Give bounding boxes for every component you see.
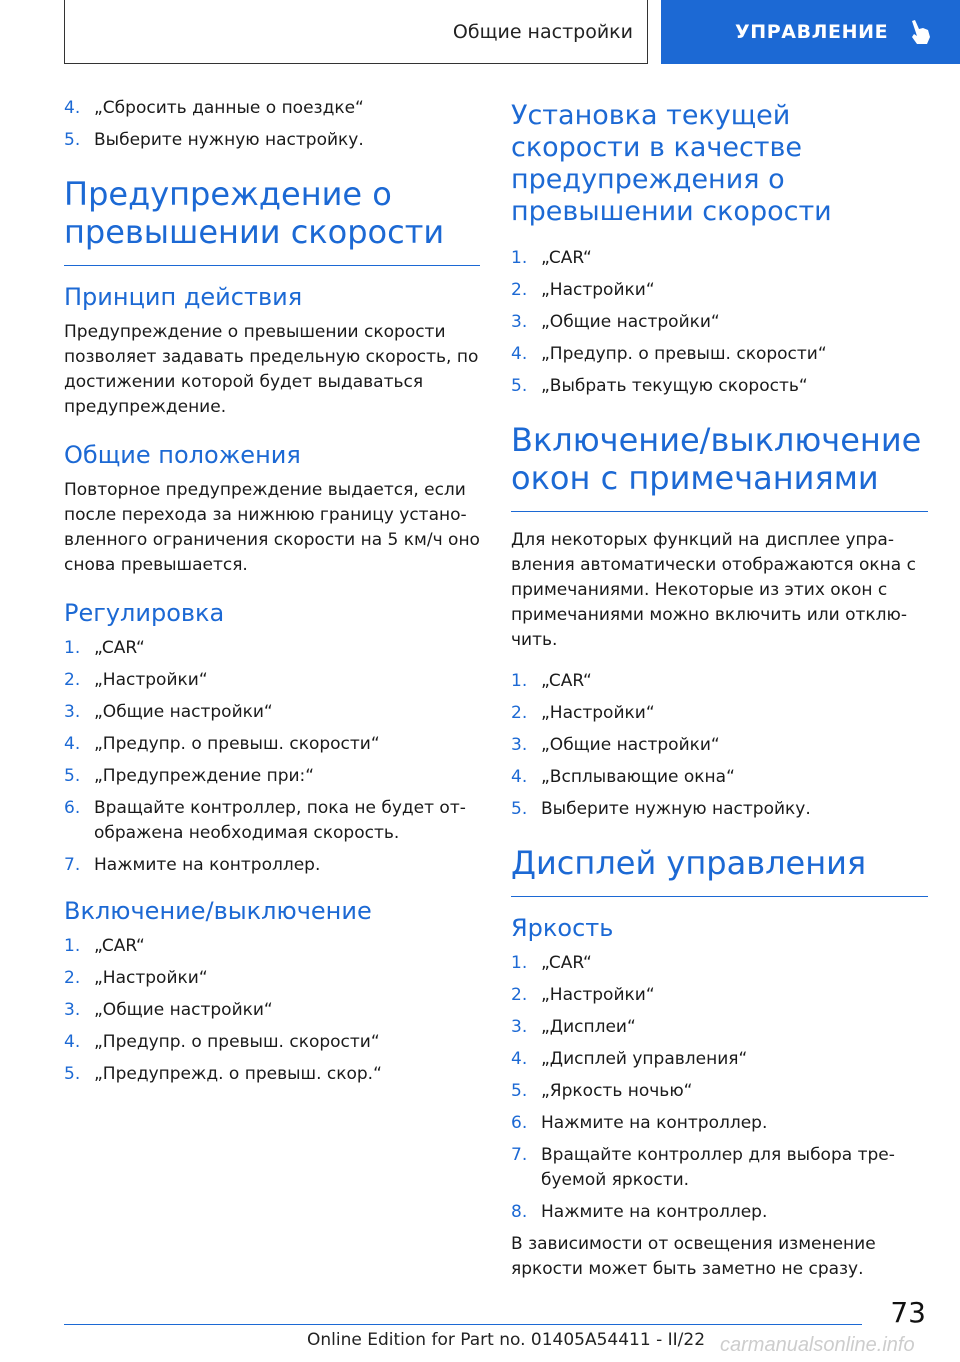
list-item bbox=[64, 934, 480, 959]
list-number: 7. bbox=[511, 1145, 528, 1165]
list-text: „Общие настройки“ bbox=[541, 312, 720, 332]
list-text: Вращайте контроллер для выбора требуемой яркости. bbox=[541, 1145, 895, 1190]
list-number: 4. bbox=[511, 1049, 528, 1069]
list-number: 4. bbox=[64, 98, 81, 118]
list-item bbox=[64, 796, 480, 846]
list-text: „Предупреждение при:“ bbox=[94, 766, 315, 786]
list-text: Выберите нужную настройку. bbox=[94, 130, 364, 150]
list-item bbox=[511, 1079, 928, 1104]
list-item bbox=[511, 797, 928, 822]
list-item bbox=[511, 1143, 928, 1193]
list-text: „Предупр. о превыш. скорости“ bbox=[541, 344, 827, 364]
list-text: „CAR“ bbox=[541, 248, 592, 268]
list-number: 5. bbox=[64, 1064, 81, 1084]
list-item bbox=[511, 765, 928, 790]
list-text: „Предупрежд. о превыш. скор.“ bbox=[94, 1064, 382, 1084]
subsection-title-principle: Принцип действия bbox=[64, 283, 303, 311]
list-number: 4. bbox=[64, 734, 81, 754]
list-text: Нажмите на контроллер. bbox=[541, 1202, 768, 1222]
brightness-list bbox=[511, 951, 928, 1225]
list-number: 1. bbox=[511, 953, 528, 973]
list-number: 5. bbox=[64, 130, 81, 150]
list-number: 7. bbox=[64, 855, 81, 875]
list-number: 3. bbox=[64, 702, 81, 722]
list-number: 1. bbox=[64, 638, 81, 658]
subsection-title-onoff: Включение/выключение bbox=[64, 897, 372, 925]
list-item bbox=[64, 764, 480, 789]
list-item bbox=[511, 310, 928, 335]
subsection-title-brightness: Яркость bbox=[511, 914, 614, 942]
list-text: „Настройки“ bbox=[541, 703, 655, 723]
section-title-speed-warning: Предупреждение о превышении скорости bbox=[64, 175, 480, 266]
list-number: 4. bbox=[511, 767, 528, 787]
list-number: 2. bbox=[511, 703, 528, 723]
list-item bbox=[64, 128, 480, 153]
right-column bbox=[511, 96, 928, 1282]
list-item bbox=[64, 668, 480, 693]
header-active-section bbox=[661, 0, 960, 64]
list-item bbox=[511, 733, 928, 758]
popup-windows-text: Для некоторых функций на дисплее управления автоматически отображаются окна с примечаниями. Некоторые из этих окон с примечаниями можно включить или отключить. bbox=[511, 530, 916, 650]
list-item bbox=[64, 1030, 480, 1055]
list-text: Нажмите на контроллер. bbox=[541, 1113, 768, 1133]
list-number: 6. bbox=[511, 1113, 528, 1133]
list-number: 2. bbox=[511, 985, 528, 1005]
list-number: 2. bbox=[64, 968, 81, 988]
list-text: Выберите нужную настройку. bbox=[541, 799, 811, 819]
list-number: 2. bbox=[511, 280, 528, 300]
list-number: 3. bbox=[64, 1000, 81, 1020]
list-text: „Настройки“ bbox=[541, 280, 655, 300]
list-number: 3. bbox=[511, 312, 528, 332]
subsection-title-adjust: Регулировка bbox=[64, 599, 225, 627]
list-text: „Дисплей управления“ bbox=[541, 1049, 748, 1069]
list-number: 8. bbox=[511, 1202, 528, 1222]
list-number: 4. bbox=[511, 344, 528, 364]
list-item bbox=[511, 701, 928, 726]
intro-list bbox=[64, 96, 480, 153]
header-section-label: Общие настройки bbox=[452, 20, 633, 43]
list-number: 5. bbox=[511, 376, 528, 396]
list-number: 1. bbox=[511, 248, 528, 268]
header-section-tab bbox=[64, 0, 648, 64]
section-title-control-display: Дисплей управления bbox=[511, 844, 928, 897]
list-number: 5. bbox=[511, 1081, 528, 1101]
list-number: 5. bbox=[64, 766, 81, 786]
list-number: 1. bbox=[64, 936, 81, 956]
list-item bbox=[511, 246, 928, 271]
pointing-hand-icon bbox=[908, 19, 932, 45]
list-text: „Выбрать текущую скорость“ bbox=[541, 376, 808, 396]
list-text: „Предупр. о превыш. скорости“ bbox=[94, 1032, 380, 1052]
list-item bbox=[511, 983, 928, 1008]
list-item bbox=[64, 96, 480, 121]
list-item bbox=[511, 278, 928, 303]
list-item bbox=[511, 374, 928, 399]
list-number: 3. bbox=[511, 735, 528, 755]
list-item bbox=[64, 853, 480, 878]
footer-divider bbox=[64, 1324, 862, 1325]
header-active-label: УПРАВЛЕНИЕ bbox=[735, 21, 889, 43]
list-item bbox=[511, 951, 928, 976]
list-text: „Всплывающие окна“ bbox=[541, 767, 735, 787]
list-text: „CAR“ bbox=[94, 936, 145, 956]
list-item bbox=[511, 342, 928, 367]
list-item bbox=[511, 1015, 928, 1040]
list-text: „Дисплеи“ bbox=[541, 1017, 636, 1037]
list-item bbox=[511, 669, 928, 694]
list-text: Нажмите на контроллер. bbox=[94, 855, 321, 875]
list-text: „Настройки“ bbox=[94, 670, 208, 690]
list-item bbox=[511, 1047, 928, 1072]
adjust-list bbox=[64, 636, 480, 878]
list-item bbox=[511, 1200, 928, 1225]
list-number: 2. bbox=[64, 670, 81, 690]
left-column bbox=[64, 96, 480, 1094]
list-item bbox=[64, 966, 480, 991]
section-title-current-speed: Установка текущей скорости в качестве предупреждения о превышении скорости bbox=[511, 100, 832, 227]
list-text: „Общие настройки“ bbox=[541, 735, 720, 755]
list-item bbox=[64, 732, 480, 757]
subsection-title-general: Общие положения bbox=[64, 441, 301, 469]
principle-text: Предупреждение о превышении скорости позволяет задавать предельную скорость, по достижении которой будет выдаваться предупреждение. bbox=[64, 322, 479, 417]
list-item bbox=[64, 700, 480, 725]
list-text: „Яркость ночью“ bbox=[541, 1081, 693, 1101]
list-number: 4. bbox=[64, 1032, 81, 1052]
list-text: „Предупр. о превыш. скорости“ bbox=[94, 734, 380, 754]
list-number: 1. bbox=[511, 671, 528, 691]
section-title-popup-windows: Включение/выключение окон с примечаниями bbox=[511, 421, 928, 512]
list-number: 5. bbox=[511, 799, 528, 819]
list-text: Вращайте контроллер, пока не будет отображена необходимая скорость. bbox=[94, 798, 466, 843]
list-text: „Общие настройки“ bbox=[94, 1000, 273, 1020]
list-item bbox=[64, 1062, 480, 1087]
list-text: „Настройки“ bbox=[94, 968, 208, 988]
onoff-list bbox=[64, 934, 480, 1087]
list-number: 3. bbox=[511, 1017, 528, 1037]
list-text: „Настройки“ bbox=[541, 985, 655, 1005]
list-text: „CAR“ bbox=[541, 671, 592, 691]
brightness-note: В зависимости от освещения изменение яркости может быть заметно не сразу. bbox=[511, 1234, 876, 1279]
list-text: „Общие настройки“ bbox=[94, 702, 273, 722]
list-text: „CAR“ bbox=[541, 953, 592, 973]
popup-windows-list bbox=[511, 669, 928, 822]
edition-text: Online Edition for Part no. 01405A54411 - II/22 bbox=[307, 1330, 706, 1350]
list-text: „CAR“ bbox=[94, 638, 145, 658]
general-text: Повторное предупреждение выдается, если после перехода за нижнюю границу установленного ограничения скорости на 5 км/ч оно снова превышается. bbox=[64, 480, 480, 575]
watermark: carmanualsonline.info bbox=[720, 1334, 915, 1356]
list-number: 6. bbox=[64, 798, 81, 818]
list-text: „Сбросить данные о поездке“ bbox=[94, 98, 364, 118]
page-number: 73 bbox=[890, 1296, 926, 1329]
list-item bbox=[64, 998, 480, 1023]
list-item bbox=[64, 636, 480, 661]
list-item bbox=[511, 1111, 928, 1136]
current-speed-list bbox=[511, 246, 928, 399]
